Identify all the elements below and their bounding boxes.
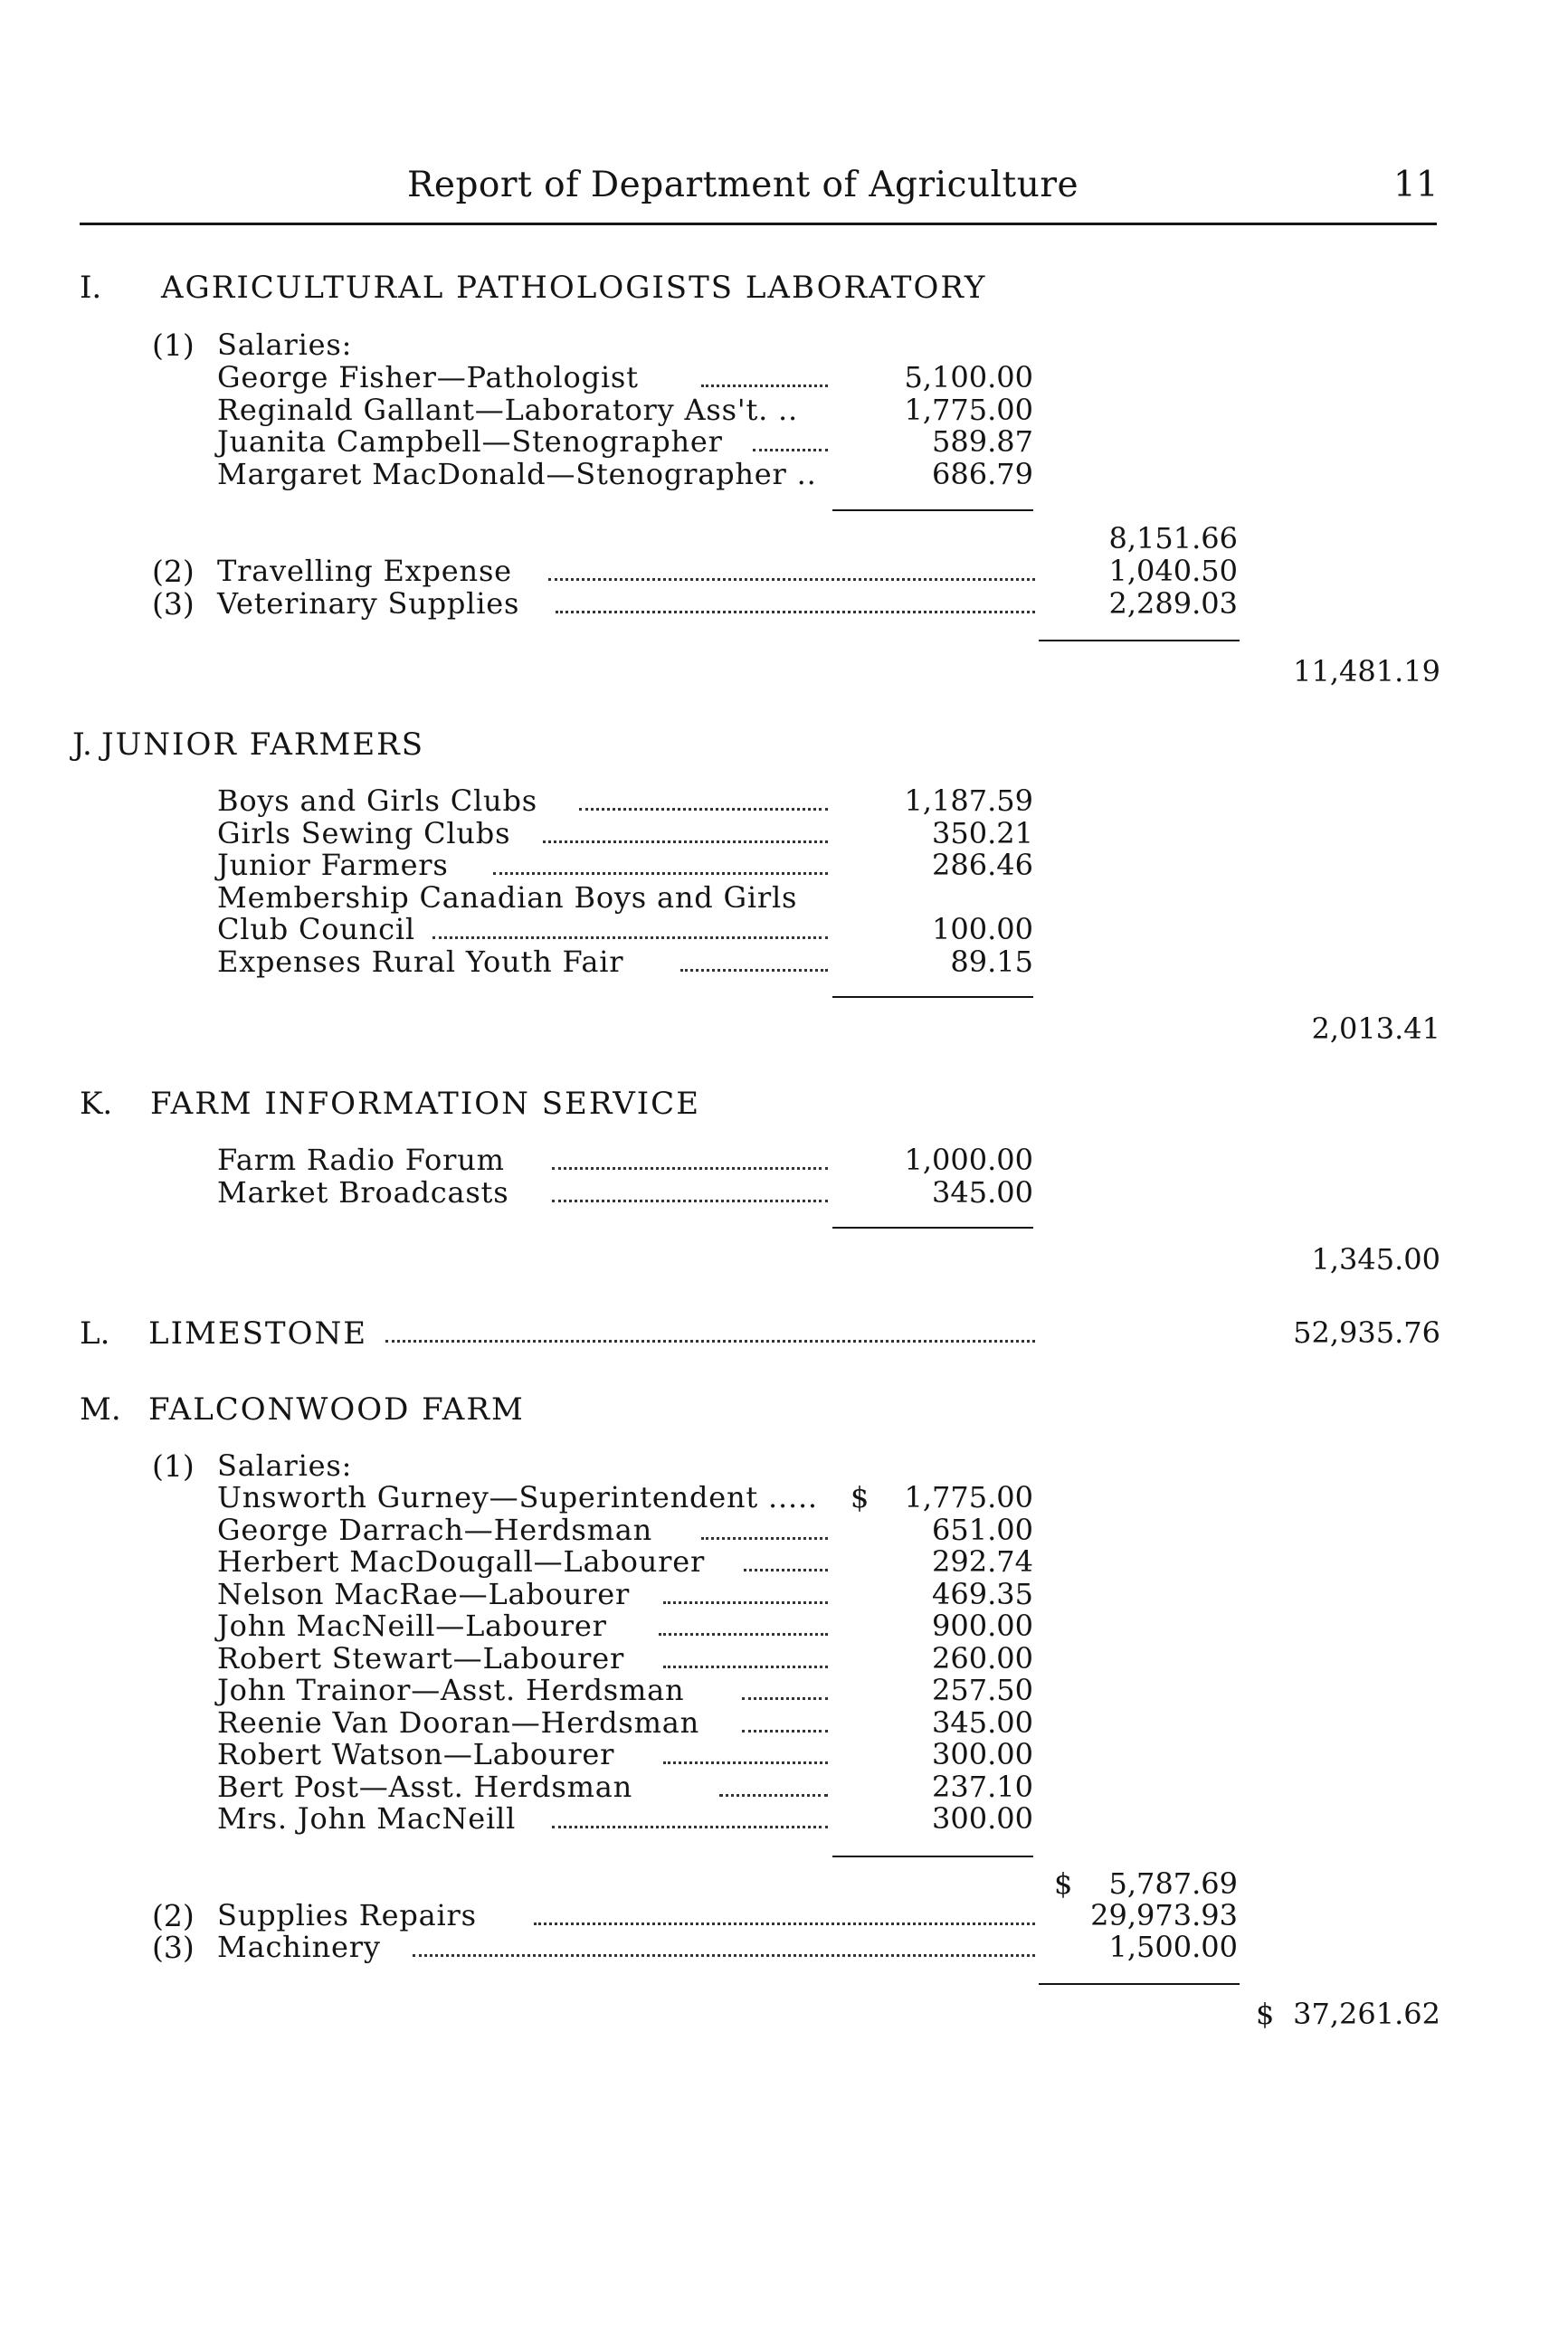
salaries-label: Salaries: bbox=[217, 328, 353, 362]
dot-leader bbox=[742, 1697, 828, 1700]
dot-leader bbox=[579, 808, 828, 811]
dot-leader bbox=[680, 969, 828, 972]
dot-leader bbox=[663, 1601, 828, 1604]
item-amount: 350.21 bbox=[932, 816, 1033, 850]
item-amount: 1,000.00 bbox=[904, 1143, 1033, 1177]
salary-amount: 1,775.00 bbox=[904, 393, 1033, 427]
section-total: 2,013.41 bbox=[1311, 1011, 1440, 1046]
dot-leader bbox=[432, 936, 828, 939]
currency-symbol: $ bbox=[851, 1480, 870, 1514]
item-label-continued: Club Council bbox=[217, 912, 415, 946]
item-label: Supplies Repairs bbox=[217, 1898, 477, 1932]
dot-leader bbox=[753, 449, 828, 451]
item-number: (2) bbox=[152, 554, 195, 589]
salaries-total: 5,787.69 bbox=[1108, 1866, 1238, 1901]
section-title: AGRICULTURAL PATHOLOGISTS LABORATORY bbox=[161, 270, 987, 306]
item-number: (1) bbox=[152, 1448, 195, 1484]
salary-amount: 469.35 bbox=[932, 1577, 1033, 1611]
item-number: (2) bbox=[152, 1898, 195, 1933]
item-label: Market Broadcasts bbox=[217, 1175, 509, 1210]
item-label: Travelling Expense bbox=[217, 554, 512, 588]
salary-name: Herbert MacDougall—Labourer bbox=[217, 1544, 706, 1579]
salary-name: Margaret MacDonald—Stenographer .. bbox=[217, 457, 817, 491]
item-amount: 2,289.03 bbox=[1108, 586, 1238, 621]
item-amount: 1,187.59 bbox=[904, 783, 1033, 818]
item-number: (3) bbox=[152, 586, 195, 622]
item-amount: 1,040.50 bbox=[1108, 554, 1238, 588]
dot-leader bbox=[663, 1761, 828, 1764]
section-title: FARM INFORMATION SERVICE bbox=[150, 1086, 701, 1122]
item-amount: 89.15 bbox=[950, 945, 1033, 979]
item-label: Veterinary Supplies bbox=[217, 586, 520, 621]
item-number: (1) bbox=[152, 328, 195, 363]
item-label: Girls Sewing Clubs bbox=[217, 816, 511, 850]
salary-name: John MacNeill—Labourer bbox=[217, 1609, 607, 1643]
dot-leader bbox=[552, 1826, 828, 1828]
salary-name: George Darrach—Herdsman bbox=[217, 1513, 653, 1547]
salaries-label: Salaries: bbox=[217, 1448, 353, 1483]
item-label: Boys and Girls Clubs bbox=[217, 783, 537, 818]
currency-symbol: $ bbox=[1256, 1997, 1275, 2031]
section-total: 11,481.19 bbox=[1293, 654, 1440, 688]
currency-symbol: $ bbox=[1054, 1866, 1073, 1901]
subtotal-rule bbox=[1039, 640, 1240, 641]
salary-amount: 1,775.00 bbox=[904, 1480, 1033, 1514]
salary-amount: 651.00 bbox=[932, 1513, 1033, 1547]
item-amount: 100.00 bbox=[932, 912, 1033, 946]
section-letter: I. bbox=[80, 270, 102, 306]
salary-amount: 900.00 bbox=[932, 1609, 1033, 1643]
section-letter: L. bbox=[80, 1315, 110, 1352]
dot-leader bbox=[659, 1633, 828, 1636]
salary-name: Bert Post—Asst. Herdsman bbox=[217, 1770, 632, 1804]
item-amount: 286.46 bbox=[932, 848, 1033, 882]
dot-leader bbox=[552, 1200, 828, 1202]
section-total: 52,935.76 bbox=[1293, 1315, 1440, 1350]
salary-name: Reginald Gallant—Laboratory Ass't. .. bbox=[217, 393, 799, 427]
section-title: FALCONWOOD FARM bbox=[148, 1391, 525, 1428]
item-label: Farm Radio Forum bbox=[217, 1143, 505, 1177]
salary-amount: 260.00 bbox=[932, 1641, 1033, 1676]
dot-leader bbox=[556, 611, 1035, 613]
salary-name: Robert Stewart—Labourer bbox=[217, 1641, 625, 1676]
salary-name: Nelson MacRae—Labourer bbox=[217, 1577, 631, 1611]
section-total: 1,345.00 bbox=[1311, 1242, 1440, 1277]
salary-name: George Fisher—Pathologist bbox=[217, 360, 639, 394]
dot-leader bbox=[742, 1730, 828, 1733]
dot-leader bbox=[744, 1569, 828, 1571]
dot-leader bbox=[534, 1923, 1035, 1925]
section-total: 37,261.62 bbox=[1293, 1997, 1440, 2031]
item-label: Junior Farmers bbox=[217, 848, 449, 882]
item-label: Machinery bbox=[217, 1930, 381, 1964]
subtotal-rule bbox=[832, 1227, 1033, 1229]
page-title: Report of Department of Agriculture bbox=[407, 165, 1079, 205]
salary-name: Robert Watson—Labourer bbox=[217, 1737, 615, 1771]
salary-name: Reenie Van Dooran—Herdsman bbox=[217, 1705, 700, 1740]
salary-name: Mrs. John MacNeill bbox=[217, 1801, 517, 1836]
subtotal-rule bbox=[832, 509, 1033, 511]
salary-amount: 300.00 bbox=[932, 1801, 1033, 1836]
salary-name: John Trainor—Asst. Herdsman bbox=[217, 1673, 685, 1707]
salary-name: Unsworth Gurney—Superintendent ..... bbox=[217, 1480, 818, 1514]
page-number: 11 bbox=[1393, 165, 1439, 205]
dot-leader bbox=[543, 840, 828, 843]
salary-amount: 589.87 bbox=[932, 424, 1033, 459]
item-amount: 1,500.00 bbox=[1108, 1930, 1238, 1964]
salaries-total: 8,151.66 bbox=[1108, 521, 1238, 555]
header-rule bbox=[80, 223, 1437, 225]
item-amount: 345.00 bbox=[932, 1175, 1033, 1210]
salary-amount: 300.00 bbox=[932, 1737, 1033, 1771]
item-label: Membership Canadian Boys and Girls bbox=[217, 880, 798, 915]
section-title: JUNIOR FARMERS bbox=[101, 726, 425, 763]
dot-leader bbox=[719, 1794, 828, 1797]
section-letter: M. bbox=[80, 1391, 121, 1428]
salary-amount: 292.74 bbox=[932, 1544, 1033, 1579]
dot-leader bbox=[548, 578, 1035, 581]
salary-name: Juanita Campbell—Stenographer bbox=[217, 424, 723, 459]
item-number: (3) bbox=[152, 1930, 195, 1965]
dot-leader bbox=[385, 1340, 1035, 1343]
subtotal-rule bbox=[832, 1856, 1033, 1857]
salary-amount: 345.00 bbox=[932, 1705, 1033, 1740]
salary-amount: 237.10 bbox=[932, 1770, 1033, 1804]
dot-leader bbox=[663, 1666, 828, 1668]
salary-amount: 257.50 bbox=[932, 1673, 1033, 1707]
dot-leader bbox=[413, 1954, 1035, 1957]
section-title: LIMESTONE bbox=[148, 1315, 368, 1352]
section-letter: K. bbox=[80, 1086, 113, 1122]
salary-amount: 686.79 bbox=[932, 457, 1033, 491]
salary-amount: 5,100.00 bbox=[904, 360, 1033, 394]
dot-leader bbox=[552, 1167, 828, 1170]
dot-leader bbox=[493, 872, 828, 875]
subtotal-rule bbox=[1039, 1983, 1240, 1985]
item-label: Expenses Rural Youth Fair bbox=[217, 945, 624, 979]
subtotal-rule bbox=[832, 996, 1033, 998]
section-letter: J. bbox=[72, 726, 92, 763]
dot-leader bbox=[701, 385, 828, 387]
item-amount: 29,973.93 bbox=[1090, 1898, 1238, 1932]
dot-leader bbox=[701, 1537, 828, 1540]
